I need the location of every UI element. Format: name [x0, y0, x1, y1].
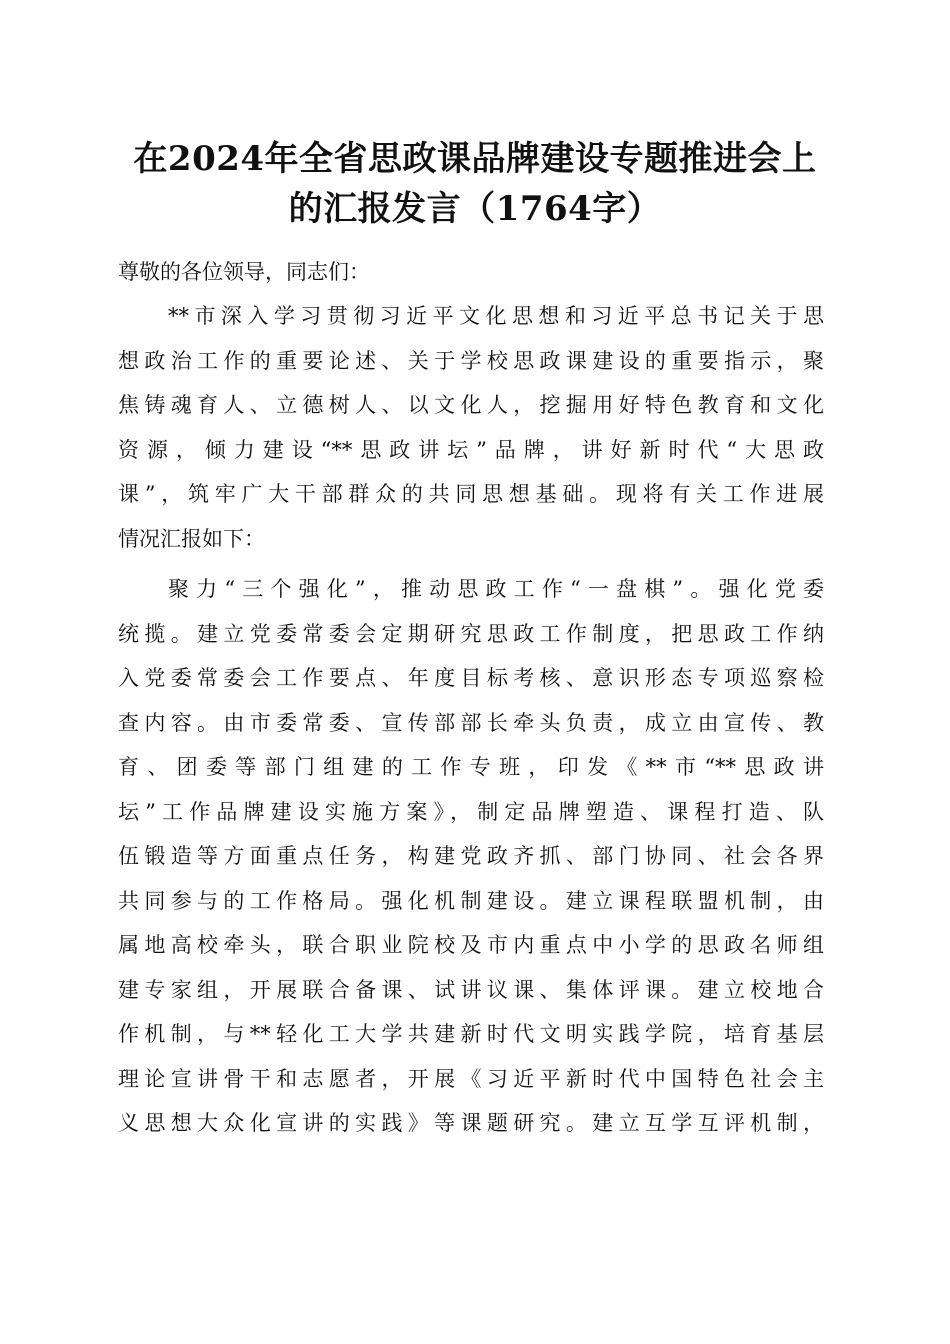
- paragraph-three-strengthen: [118, 567, 824, 1146]
- text-line: 课”，筑牢广大干部群众的共同思想基础。现将有关工作进展: [118, 482, 824, 506]
- salutation: 尊敬的各位领导，同志们：: [118, 260, 370, 284]
- text-line: 建专家组，开展联合备课、试讲议课、集体评课。建立校地合: [118, 977, 824, 1002]
- paragraph-intro: [118, 294, 824, 561]
- text-line: 义思想大众化宣讲的实践》等课题研究。建立互学互评机制，: [118, 1111, 824, 1135]
- text-line: 查内容。由市委常委、宣传部部长牵头负责，成立由宣传、教: [118, 710, 824, 735]
- document-body: [118, 250, 824, 1146]
- document-title: [100, 134, 850, 234]
- text-line: 入党委常委会工作要点、年度目标考核、意识形态专项巡察检: [118, 666, 824, 690]
- text-line: 理论宣讲骨干和志愿者，开展《习近平新时代中国特色社会主: [118, 1066, 824, 1091]
- title-line-1: 在2024年全省思政课品牌建设专题推进会上: [133, 139, 817, 179]
- text-line: 伍锻造等方面重点任务，构建党政齐抓、部门协同、社会各界: [118, 844, 824, 868]
- text-line: 共同参与的工作格局。强化机制建设。建立课程联盟机制，由: [118, 888, 824, 913]
- text-line: 想政治工作的重要论述、关于学校思政课建设的重要指示，聚: [118, 348, 824, 373]
- text-line: 资源，倾力建设“**思政讲坛”品牌，讲好新时代“大思政: [118, 437, 824, 462]
- text-line: 情况汇报如下：: [118, 526, 265, 551]
- text-line: 统揽。建立党委常委会定期研究思政工作制度，把思政工作纳: [118, 621, 824, 646]
- text-line: 作机制，与**轻化工大学共建新时代文明实践学院，培育基层: [118, 1022, 824, 1046]
- text-line: 聚力“三个强化”，推动思政工作“一盘棋”。强化党委: [168, 577, 824, 601]
- text-line: 焦铸魂育人、立德树人、以文化人，挖掘用好特色教育和文化: [118, 393, 824, 417]
- text-line: **市深入学习贯彻习近平文化思想和习近平总书记关于思: [168, 304, 824, 328]
- text-line: 属地高校牵头，联合职业院校及市内重点中小学的思政名师组: [118, 933, 824, 957]
- text-line: 育、团委等部门组建的工作专班，印发《**市“**思政讲: [118, 755, 824, 779]
- text-line: 坛”工作品牌建设实施方案》，制定品牌塑造、课程打造、队: [118, 799, 824, 824]
- title-line-2: 的汇报发言（1764字）: [288, 189, 662, 229]
